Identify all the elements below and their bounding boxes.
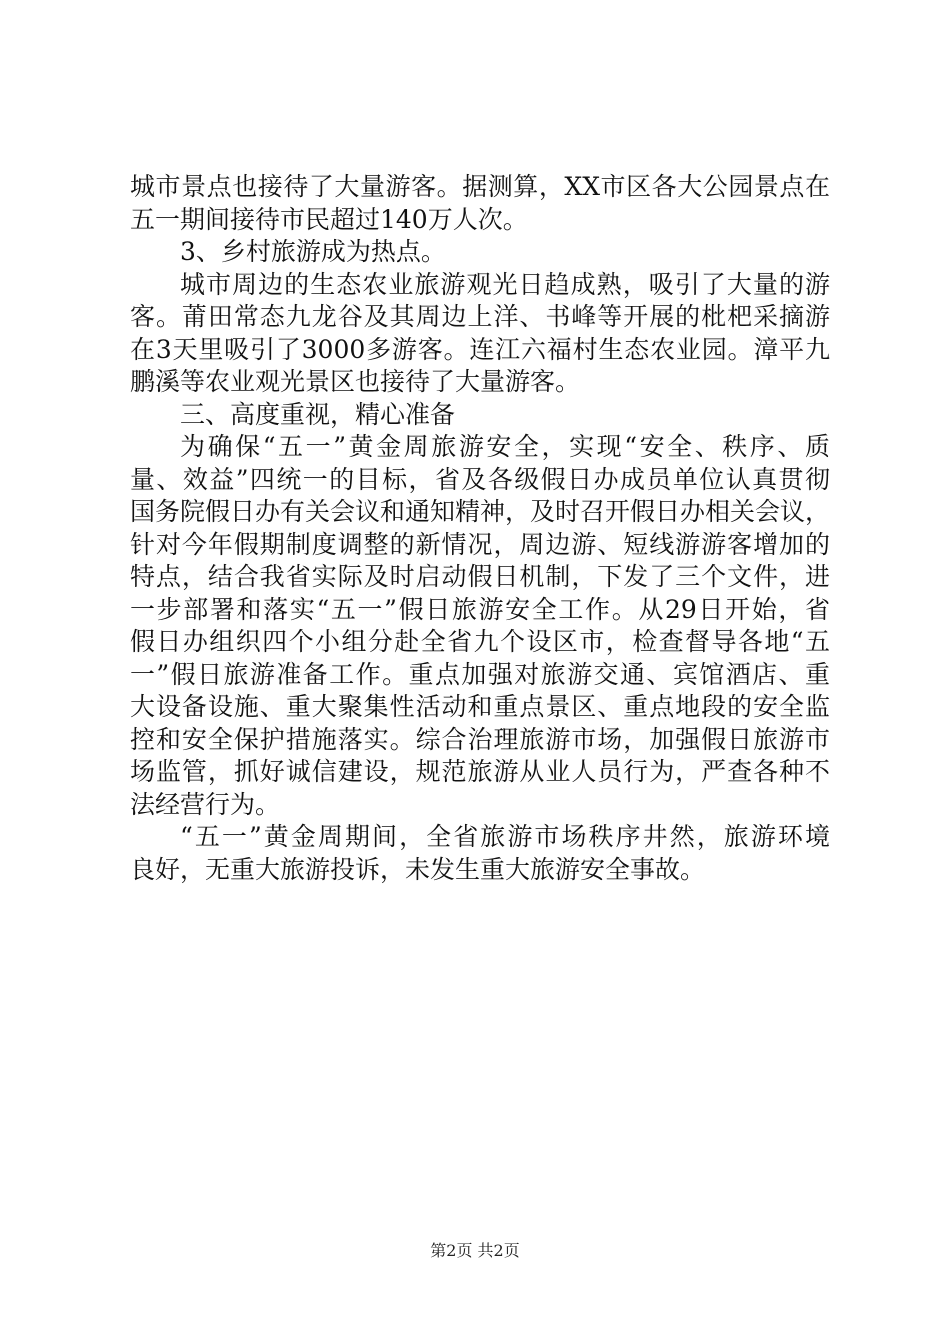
section-heading: 三、高度重视，精心准备 [180, 399, 456, 429]
text-line: 特点，结合我省实际及时启动假日机制，下发了三个文件，进 [130, 562, 830, 591]
text-line: 为确保“五一”黄金周旅游安全，实现“安全、秩序、质 [180, 432, 830, 461]
text-line: 客。莆田常态九龙谷及其周边上洋、书峰等开展的枇杷采摘游 [130, 302, 830, 331]
text-line: 城市周边的生态农业旅游观光日趋成熟，吸引了大量的游 [180, 269, 830, 299]
text-line: 良好，无重大旅游投诉，未发生重大旅游安全事故。 [130, 854, 706, 884]
document-body [130, 171, 830, 886]
text-line: 针对今年假期制度调整的新情况，周边游、短线游游客增加的 [130, 529, 830, 559]
text-line: 鹏溪等农业观光景区也接待了大量游客。 [130, 367, 581, 396]
text-line: 国务院假日办有关会议和通知精神，及时召开假日办相关会议， [130, 497, 831, 526]
text-line: 场监管，抓好诚信建设，规范旅游从业人员行为，严查各种不 [130, 757, 830, 786]
text-line: 假日办组织四个小组分赴全省九个设区市，检查督导各地“五 [130, 627, 830, 656]
text-line: 大设备设施、重大聚集性活动和重点景区、重点地段的安全监 [130, 692, 830, 721]
text-line: 城市景点也接待了大量游客。据测算，XX市区各大公园景点在 [130, 172, 830, 201]
text-line: 法经营行为。 [130, 789, 281, 819]
text-line: 一步部署和落实“五一”假日旅游安全工作。从29日开始，省 [130, 594, 830, 624]
text-line: 一”假日旅游准备工作。重点加强对旅游交通、宾馆酒店、重 [130, 659, 830, 689]
text-line: 量、效益”四统一的目标，省及各级假日办成员单位认真贯彻 [130, 464, 830, 494]
text-line: “五一”黄金周期间，全省旅游市场秩序井然，旅游环境 [180, 822, 830, 851]
section-heading: 3、乡村旅游成为热点。 [180, 237, 446, 266]
page-number-footer: 第2页 共2页 [430, 1241, 520, 1260]
text-line: 在3天里吸引了3000多游客。连江六福村生态农业园。漳平九 [130, 334, 830, 364]
text-line: 五一期间接待市民超过140万人次。 [130, 204, 528, 234]
text-line: 控和安全保护措施落实。综合治理旅游市场，加强假日旅游市 [130, 724, 830, 754]
